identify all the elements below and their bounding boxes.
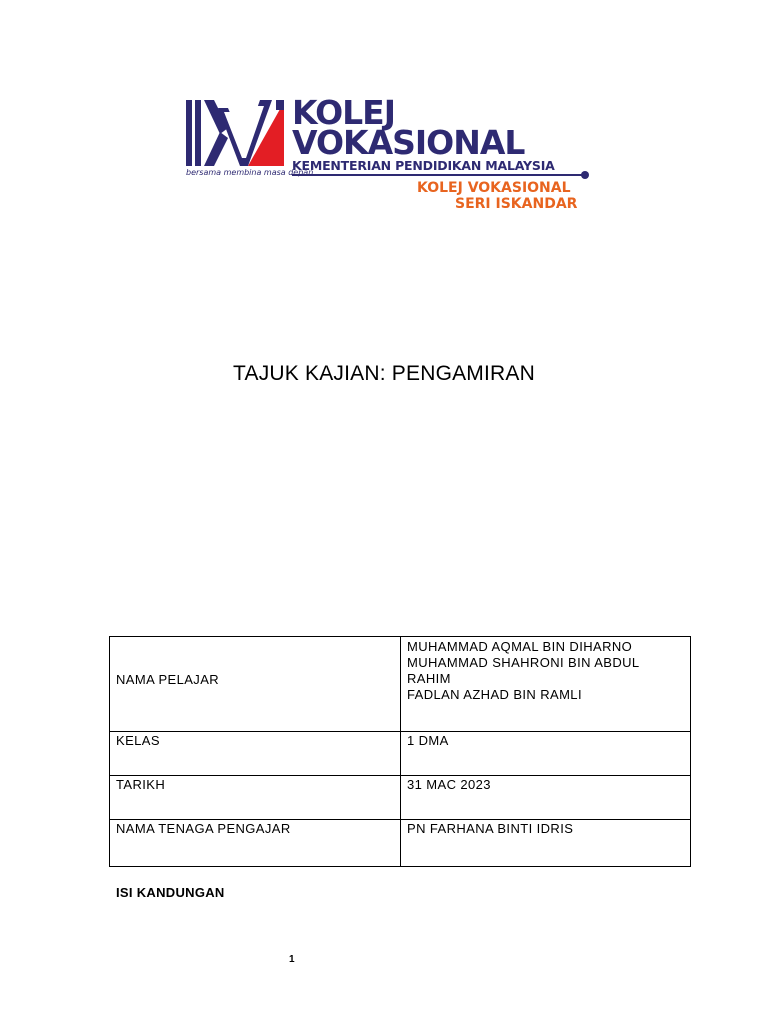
table-row [110,637,691,732]
report-title: TAJUK KAJIAN: PENGAMIRAN [233,362,535,385]
class-value: 1 DMA [401,732,691,776]
student-info-table [109,636,691,867]
student-names-cell [401,637,691,732]
table-row [110,776,691,820]
logo-college-location: SERI ISKANDAR [455,196,578,212]
page-number: 1 [289,954,295,965]
logo-college-name: KOLEJ VOKASIONAL [417,180,571,196]
logo-text-kolej: KOLEJ [292,93,395,132]
logo-text-ministry: KEMENTERIAN PENDIDIKAN MALAYSIA [292,158,555,173]
logo-divider [292,174,584,176]
student-name-line: RAHIM [407,671,451,686]
class-label: KELAS [110,732,401,776]
student-name-label: NAMA PELAJAR [110,637,401,732]
logo-text-vokasional: VOKASIONAL [292,123,525,162]
student-name-line: MUHAMMAD AQMAL BIN DIHARNO [407,639,633,654]
toc-heading: ISI KANDUNGAN [116,885,225,900]
teacher-label: NAMA TENAGA PENGAJAR [110,820,401,867]
date-value: 31 MAC 2023 [401,776,691,820]
student-name-line: FADLAN AZHAD BIN RAMLI [407,687,582,702]
student-name-line: MUHAMMAD SHAHRONI BIN ABDUL [407,655,640,670]
logo-tagline: bersama membina masa depan [186,168,314,177]
logo-divider-dot [581,171,589,179]
teacher-value: PN FARHANA BINTI IDRIS [401,820,691,867]
table-row [110,820,691,867]
college-logo [176,92,592,216]
date-label: TARIKH [110,776,401,820]
table-row [110,732,691,776]
kv-logo-mark-icon [184,98,288,168]
